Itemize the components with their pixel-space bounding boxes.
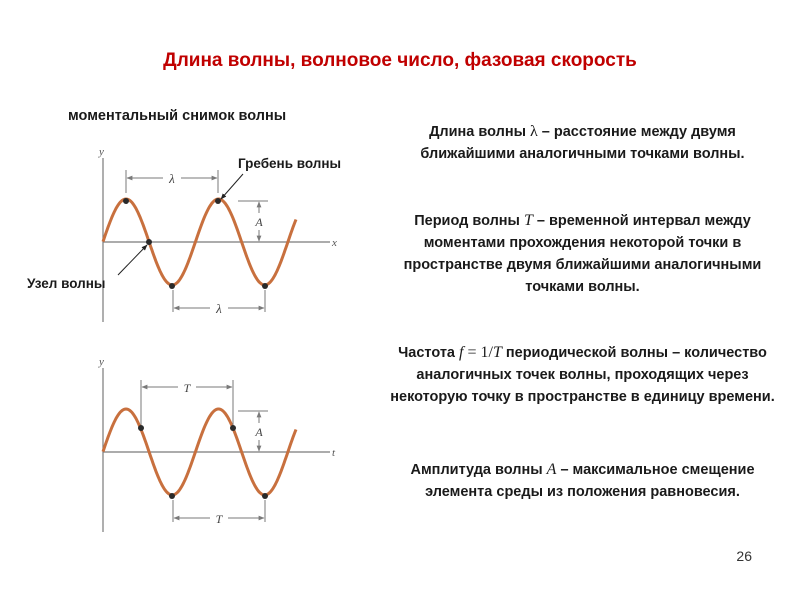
frequency-definition (385, 342, 780, 408)
period-definition (385, 210, 780, 298)
top-trough-dot-2 (262, 283, 268, 289)
bottom-y-axis-label: y (99, 356, 104, 368)
period-symbol: T (523, 212, 533, 229)
bottom-wave-dot-2 (230, 425, 236, 431)
bottom-period-label: T (215, 512, 223, 526)
top-x-axis-label: x (332, 237, 337, 249)
top-amp-label: A (255, 215, 263, 229)
top-lambda-label: λ (169, 171, 175, 186)
bottom-trough-dot-1 (169, 493, 175, 499)
bottom-wave-graph (98, 356, 336, 532)
amplitude-symbol: A (546, 461, 557, 478)
top-trough-dot-1 (169, 283, 175, 289)
frequency-equation: = 1/ (463, 344, 493, 361)
frequency-period-symbol: T (492, 344, 502, 361)
crest-label: Гребень волны (238, 156, 342, 171)
top-node-dot (146, 239, 152, 245)
amplitude-definition (385, 459, 780, 503)
lambda-symbol: λ (529, 123, 538, 140)
wavelength-definition (385, 121, 780, 165)
wavelength-term: Длина волны (429, 124, 530, 140)
wavelength-text: – расстояние между двумя ближайшими аналогичными точками волны. (420, 124, 745, 162)
crest-callout-line (221, 174, 243, 199)
bottom-trough-dot-2 (262, 493, 268, 499)
bottom-amp-label: A (255, 425, 263, 439)
page-number: 26 (736, 548, 752, 564)
period-text: – временной интервал между моментами прохождения некоторой точки в пространстве двумя ближайшими аналогичными точками волны. (403, 213, 762, 295)
amplitude-text: – максимальное смещение элемента среды из положения равновесия. (425, 462, 755, 500)
frequency-symbol: f (459, 344, 464, 361)
period-term: Период волны (414, 213, 524, 229)
top-y-axis-label: y (99, 146, 104, 158)
bottom-t-axis-label: t (332, 447, 336, 459)
bottom-lambda-label: λ (216, 301, 222, 316)
frequency-term: Частота (398, 345, 460, 361)
frequency-text: периодической волны – количество аналогичных точек волны, проходящих через некоторую точку в пространстве в единицу времени. (390, 345, 775, 405)
node-label: Узел волны (27, 276, 106, 291)
diagram-subtitle: моментальный снимок волны (68, 108, 287, 124)
slide-title: Длина волны, волновое число, фазовая скорость (163, 50, 637, 71)
bottom-wave-dot-1 (138, 425, 144, 431)
amplitude-term: Амплитуда волны (410, 462, 547, 478)
node-callout-line (118, 245, 147, 275)
top-crest-dot-1 (123, 198, 129, 204)
top-period-label: T (183, 381, 191, 395)
top-wave-graph (98, 146, 337, 322)
top-crest-dot-2 (215, 198, 221, 204)
